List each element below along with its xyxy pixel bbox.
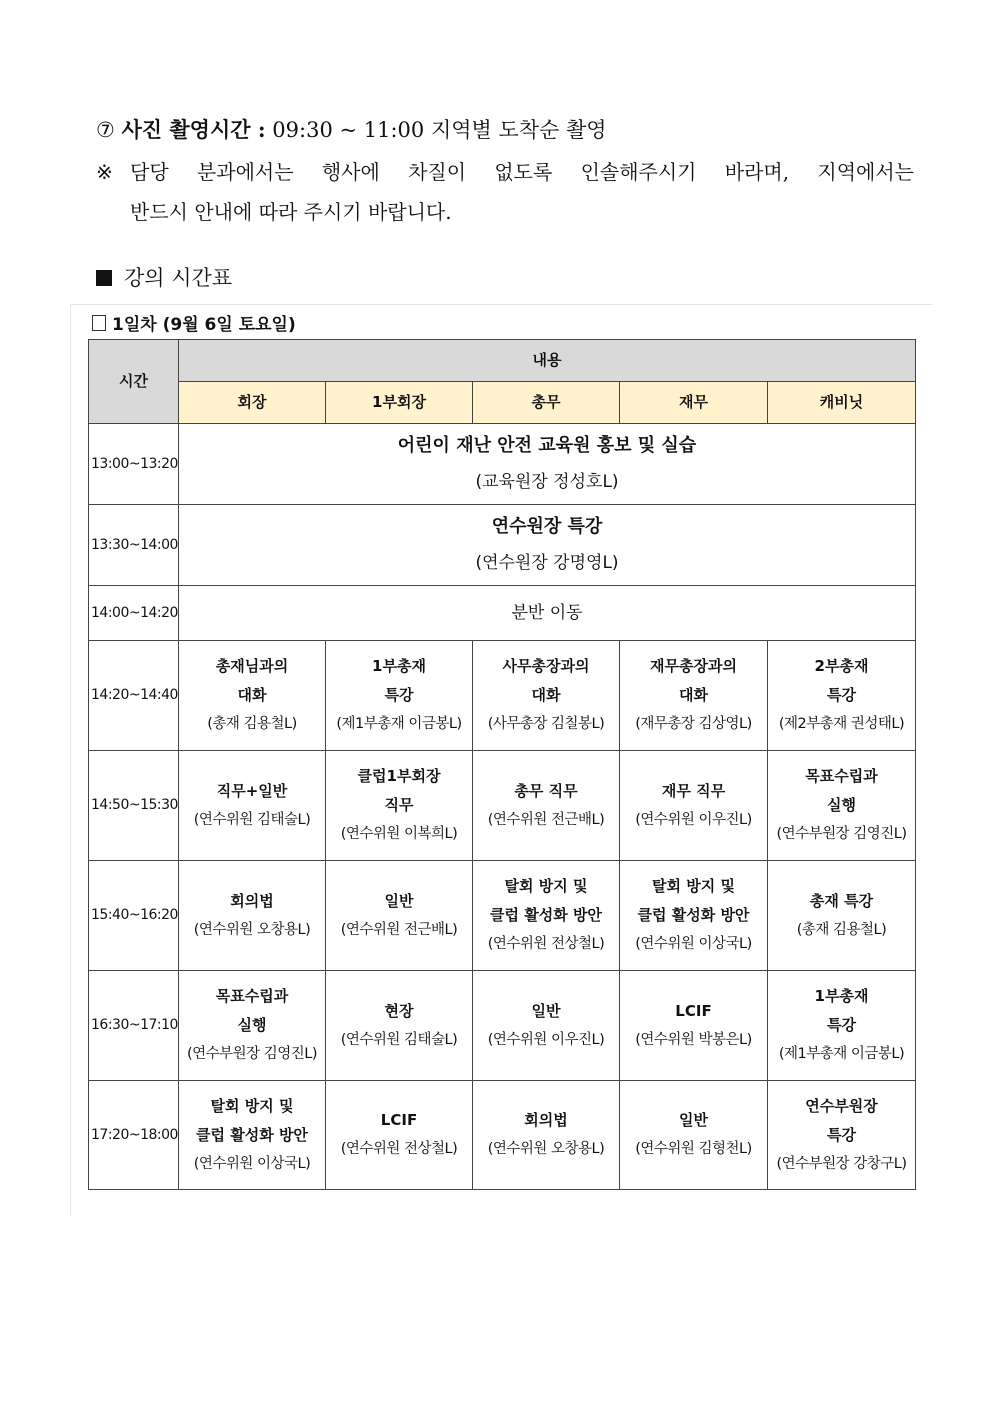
session-title: 총재님과의 [215,657,289,675]
session-cell [179,861,326,971]
session-cell [768,971,916,1081]
session-cell [179,751,326,861]
time-cell: 16:30~17:10 [89,971,179,1081]
subheader-row [89,382,916,424]
session-cell [620,641,768,751]
col-president: 회장 [179,382,326,424]
session-lecturer: (제2부총재 권성태L) [778,716,905,732]
session-lecturer: (사무총장 김칠봉L) [487,716,605,732]
section-heading [96,262,232,292]
header-row [89,340,916,382]
table-row [89,861,916,971]
day-title: 1일차 (9월 6일 토요일) [112,315,296,335]
session-lecturer: (연수위원 이상국L) [193,1155,311,1172]
session-lecturer: (재무총장 김상영L) [635,716,752,732]
photo-label: 사진 촬영시간 : [121,117,266,142]
session-title: 2부총재 [814,657,869,675]
session-title: 탈회 방지 및 [210,1096,294,1115]
session-cell [620,1081,768,1190]
session-title: 특강 [827,686,856,704]
session-title: 실행 [827,796,856,814]
photo-text: 09:30 ~ 11:00 지역별 도착순 촬영 [272,118,607,142]
time-cell: 13:30~14:00 [89,505,179,586]
session-cell [768,641,916,751]
session-lecturer: (연수위원 이복희L) [340,826,458,842]
session-lecturer: (연수위원 오창용L) [193,921,311,938]
photo-num: ⑦ [96,118,115,142]
session-cell [473,861,620,971]
table-row [89,505,916,586]
session-lecturer: (연수위원 전근배L) [340,921,458,938]
table-row [89,424,916,505]
notice-mark: ※ [96,160,113,184]
session-lecturer: (총재 김용철L) [796,921,887,938]
notice [96,152,914,232]
session-title: 1부총재 [372,657,426,675]
session-cell [473,971,620,1081]
session-title: 재무총장과의 [650,657,737,675]
session-cell [326,751,473,861]
session-cell [473,1081,620,1190]
session-lecturer: (연수위원 이우진L) [635,811,752,828]
time-cell: 14:20~14:40 [89,641,179,751]
session-title: 탈회 방지 및 [504,877,588,895]
session-cell [620,971,768,1081]
session-title: 클럽1부회장 [357,767,441,785]
session-cell [768,1081,916,1190]
session-title: 특강 [384,686,414,704]
session-lecturer: (연수위원 전근배L) [487,811,605,828]
session-lecturer: (제1부총재 이금봉L) [778,1046,905,1062]
session-title: 직무+일반 [216,781,288,800]
session-title: 연수원장 특강 [491,516,603,537]
session-title: 일반 [384,891,414,910]
day-heading [92,310,296,335]
square-bullet-icon [96,270,112,286]
session-lecturer: (연수위원 오창용L) [487,1141,605,1157]
session-lecturer: (연수위원 이상국L) [635,936,752,952]
frame-border-top [70,304,932,305]
table-row [89,971,916,1081]
session-title: 목표수립과 [805,767,878,785]
session-cell-full [179,505,916,586]
session-cell-plain: 분반 이동 [179,586,916,641]
session-title: 클럽 활성화 방안 [637,906,750,924]
session-cell [326,641,473,751]
col-treasurer: 재무 [620,382,768,424]
session-cell [473,751,620,861]
session-title: 대화 [531,686,561,704]
session-cell [473,641,620,751]
session-title: 1부총재 [814,987,869,1005]
session-title: 현장 [384,1001,414,1020]
session-title: 사무총장과의 [502,657,590,675]
table-row [89,751,916,861]
session-title: LCIF [380,1111,418,1129]
time-cell: 15:40~16:20 [89,861,179,971]
header-time: 시간 [89,340,179,424]
session-lecturer: (연수부원장 김영진L) [776,826,907,842]
session-cell [326,861,473,971]
session-lecturer: (연수위원 김태술L) [193,811,311,828]
session-title: 대화 [237,686,267,704]
col-cabinet: 캐비닛 [768,382,916,424]
notice-line-1: 담당 분과에서는 행사에 차질이 없도록 인솔해주시기 바라며, 지역에서는 [130,160,914,184]
photo-time-line [96,114,607,144]
session-lecturer: (연수원장 강명영L) [475,553,619,573]
session-lecturer: (연수위원 이우진L) [487,1031,605,1048]
session-cell [768,861,916,971]
session-lecturer: (총재 김용철L) [207,716,297,732]
session-lecturer: (연수위원 박봉은L) [635,1031,752,1048]
session-title: 총무 직무 [514,781,578,800]
session-lecturer: (연수부원장 김영진L) [186,1046,318,1062]
session-cell [768,751,916,861]
time-cell: 13:00~13:20 [89,424,179,505]
session-title: 특강 [827,1016,856,1034]
session-lecturer: (연수부원장 강창구L) [776,1155,907,1172]
col-secretary: 총무 [473,382,620,424]
session-title: 실행 [237,1016,267,1034]
session-cell [620,861,768,971]
session-title: 클럽 활성화 방안 [490,906,602,924]
frame-border-left [70,304,71,1216]
time-cell: 17:20~18:00 [89,1081,179,1190]
session-lecturer: (연수위원 전상철L) [487,936,605,952]
session-title: 특강 [827,1125,856,1144]
session-title: 회의법 [230,891,274,910]
checkbox-square-icon [92,315,106,331]
session-cell [620,751,768,861]
time-cell: 14:00~14:20 [89,586,179,641]
session-lecturer: (연수위원 김태술L) [340,1031,458,1048]
header-content: 내용 [179,340,916,382]
schedule-table [88,339,916,1190]
notice-line-2: 반드시 안내에 따라 주시기 바랍니다. [130,200,452,224]
session-title: 일반 [531,1001,561,1020]
table-row [89,641,916,751]
session-cell [179,641,326,751]
session-title: 회의법 [524,1111,568,1129]
session-cell [326,971,473,1081]
col-vice-president: 1부회장 [326,382,473,424]
session-title: 직무 [384,796,414,814]
session-lecturer: (연수위원 전상철L) [340,1141,458,1157]
session-title: LCIF [675,1001,712,1020]
section-title: 강의 시간표 [124,266,233,290]
session-cell-full [179,424,916,505]
table-row [89,1081,916,1190]
session-title: 총재 특강 [809,891,874,910]
session-title: 어린이 재난 안전 교육원 홍보 및 실습 [397,435,697,456]
session-lecturer: (연수위원 김형천L) [635,1141,752,1157]
session-title: 탈회 방지 및 [652,877,735,895]
session-title: 재무 직무 [661,781,726,800]
session-title: 일반 [679,1111,708,1129]
table-row [89,586,916,641]
session-title: 연수부원장 [805,1096,878,1115]
session-title: 클럽 활성화 방안 [196,1125,308,1144]
session-lecturer: (제1부총재 이금봉L) [336,716,462,732]
session-cell [179,1081,326,1190]
session-title: 목표수립과 [215,987,289,1005]
session-cell [179,971,326,1081]
time-cell: 14:50~15:30 [89,751,179,861]
session-lecturer: (교육원장 정성호L) [475,472,619,492]
session-title: 대화 [679,686,708,704]
session-cell [326,1081,473,1190]
